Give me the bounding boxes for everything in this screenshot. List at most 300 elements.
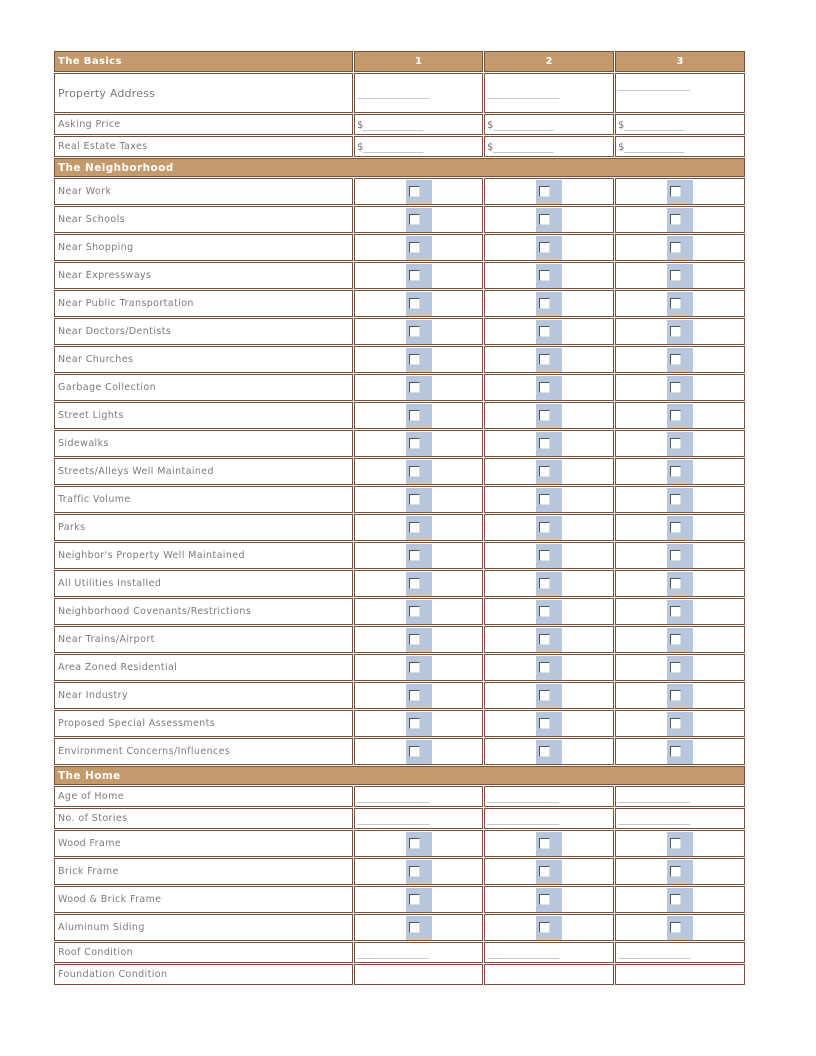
checkbox-square-icon <box>409 634 420 645</box>
checkbox-square-icon <box>409 242 420 253</box>
checkbox-2[interactable] <box>536 348 562 372</box>
checkbox-2[interactable] <box>536 432 562 456</box>
checklist-item-label: Street Lights <box>54 402 353 429</box>
checkbox-cell-1 <box>354 682 483 709</box>
checkbox-square-icon <box>670 214 681 225</box>
checklist-item-label: Proposed Special Assessments <box>54 710 353 737</box>
roof-condition-label: Roof Condition <box>54 942 353 963</box>
checkbox-square-icon <box>409 922 420 933</box>
checkbox-cell-2 <box>484 346 614 373</box>
checkbox-cell-1 <box>354 402 483 429</box>
checkbox-square-icon <box>539 494 550 505</box>
checkbox-square-icon <box>539 382 550 393</box>
checkbox-cell-1 <box>354 626 483 653</box>
checkbox-cell-2 <box>484 486 614 513</box>
checklist-row <box>54 402 746 430</box>
checkbox-cell-3 <box>615 374 745 401</box>
checkbox-cell-1 <box>354 206 483 233</box>
checkbox-square-icon <box>670 410 681 421</box>
stories-field-1[interactable]: ____________ <box>354 808 483 829</box>
checkbox-3[interactable] <box>667 292 693 316</box>
checklist-row <box>54 830 746 858</box>
checkbox-2[interactable] <box>536 516 562 540</box>
checkbox-2[interactable] <box>536 888 562 912</box>
checkbox-cell-1 <box>354 374 483 401</box>
checklist-item-label: Neighborhood Covenants/Restrictions <box>54 598 353 625</box>
checkbox-3[interactable] <box>667 600 693 624</box>
checklist-item-label: Wood & Brick Frame <box>54 886 353 913</box>
column-header-2: 2 <box>484 51 614 72</box>
checkbox-3[interactable] <box>667 544 693 568</box>
checkbox-square-icon <box>539 550 550 561</box>
checkbox-square-icon <box>670 382 681 393</box>
checkbox-1[interactable] <box>406 916 432 940</box>
checkbox-square-icon <box>539 466 550 477</box>
roof-condition-field-1[interactable]: ____________ <box>354 942 483 963</box>
checkbox-square-icon <box>670 550 681 561</box>
checkbox-cell-1 <box>354 738 483 765</box>
checklist-row <box>54 178 746 206</box>
checkbox-square-icon <box>670 578 681 589</box>
checkbox-square-icon <box>670 522 681 533</box>
checklist-row <box>54 626 746 654</box>
checkbox-cell-1 <box>354 234 483 261</box>
checkbox-1[interactable] <box>406 404 432 428</box>
checklist-row <box>54 514 746 542</box>
checkbox-cell-1 <box>354 542 483 569</box>
checklist-row <box>54 598 746 626</box>
checklist-item-label: Neighbor's Property Well Maintained <box>54 542 353 569</box>
checkbox-1[interactable] <box>406 572 432 596</box>
checkbox-1[interactable] <box>406 264 432 288</box>
foundation-condition-field-3[interactable] <box>615 964 745 985</box>
checkbox-square-icon <box>670 718 681 729</box>
checkbox-square-icon <box>670 634 681 645</box>
checklist-row <box>54 374 746 402</box>
checkbox-cell-2 <box>484 178 614 205</box>
checkbox-cell-1 <box>354 318 483 345</box>
checkbox-cell-3 <box>615 570 745 597</box>
column-header-1: 1 <box>354 51 483 72</box>
age-of-home-row <box>54 786 746 808</box>
real-estate-taxes-row <box>54 136 746 158</box>
checkbox-1[interactable] <box>406 740 432 764</box>
roof-condition-field-2[interactable]: ____________ <box>484 942 614 963</box>
checkbox-1[interactable] <box>406 888 432 912</box>
checkbox-3[interactable] <box>667 860 693 884</box>
checkbox-cell-3 <box>615 830 745 857</box>
neighborhood-section-row <box>54 158 746 178</box>
checklist-item-label: Wood Frame <box>54 830 353 857</box>
checkbox-cell-2 <box>484 738 614 765</box>
checkbox-square-icon <box>409 866 420 877</box>
checkbox-3[interactable] <box>667 488 693 512</box>
checkbox-square-icon <box>409 186 420 197</box>
checklist-item-label: Garbage Collection <box>54 374 353 401</box>
checkbox-2[interactable] <box>536 712 562 736</box>
checkbox-square-icon <box>670 922 681 933</box>
checkbox-cell-1 <box>354 514 483 541</box>
foundation-condition-row <box>54 964 746 986</box>
checklist-row <box>54 486 746 514</box>
checkbox-cell-2 <box>484 262 614 289</box>
checkbox-3[interactable] <box>667 516 693 540</box>
checkbox-cell-3 <box>615 318 745 345</box>
checkbox-square-icon <box>409 354 420 365</box>
checkbox-1[interactable] <box>406 292 432 316</box>
checkbox-cell-2 <box>484 682 614 709</box>
property-address-field-3[interactable]: ____________ <box>615 73 745 113</box>
checklist-item-label: Sidewalks <box>54 430 353 457</box>
checkbox-square-icon <box>670 270 681 281</box>
checkbox-square-icon <box>539 242 550 253</box>
checkbox-square-icon <box>670 690 681 701</box>
checkbox-cell-3 <box>615 486 745 513</box>
age-of-home-label: Age of Home <box>54 786 353 807</box>
checkbox-cell-3 <box>615 290 745 317</box>
checkbox-cell-2 <box>484 542 614 569</box>
checkbox-square-icon <box>539 838 550 849</box>
checkbox-square-icon <box>670 662 681 673</box>
checkbox-3[interactable] <box>667 888 693 912</box>
checkbox-square-icon <box>409 522 420 533</box>
checklist-item-label: Near Expressways <box>54 262 353 289</box>
checkbox-cell-2 <box>484 402 614 429</box>
checkbox-square-icon <box>539 746 550 757</box>
checkbox-3[interactable] <box>667 572 693 596</box>
checkbox-1[interactable] <box>406 516 432 540</box>
checkbox-cell-2 <box>484 206 614 233</box>
checkbox-cell-1 <box>354 570 483 597</box>
checkbox-3[interactable] <box>667 712 693 736</box>
checklist-item-label: Traffic Volume <box>54 486 353 513</box>
checkbox-cell-1 <box>354 886 483 913</box>
checkbox-square-icon <box>409 606 420 617</box>
checkbox-square-icon <box>409 550 420 561</box>
checkbox-square-icon <box>539 894 550 905</box>
checkbox-cell-3 <box>615 682 745 709</box>
checkbox-square-icon <box>670 438 681 449</box>
checkbox-cell-2 <box>484 570 614 597</box>
checkbox-1[interactable] <box>406 628 432 652</box>
checkbox-square-icon <box>539 690 550 701</box>
checkbox-cell-2 <box>484 318 614 345</box>
checkbox-cell-3 <box>615 514 745 541</box>
checklist-row <box>54 262 746 290</box>
checklist-row <box>54 206 746 234</box>
checkbox-square-icon <box>409 746 420 757</box>
checkbox-2[interactable] <box>536 292 562 316</box>
checkbox-1[interactable] <box>406 432 432 456</box>
checkbox-1[interactable] <box>406 348 432 372</box>
checkbox-2[interactable] <box>536 572 562 596</box>
checkbox-square-icon <box>539 718 550 729</box>
checkbox-cell-1 <box>354 858 483 885</box>
checkbox-3[interactable] <box>667 348 693 372</box>
checkbox-cell-1 <box>354 178 483 205</box>
checkbox-square-icon <box>539 578 550 589</box>
checkbox-3[interactable] <box>667 376 693 400</box>
checkbox-cell-3 <box>615 206 745 233</box>
checkbox-cell-3 <box>615 858 745 885</box>
checklist-item-label: All Utilities Installed <box>54 570 353 597</box>
checkbox-square-icon <box>539 634 550 645</box>
home-section-title: The Home <box>54 766 745 785</box>
checkbox-square-icon <box>409 718 420 729</box>
checkbox-square-icon <box>409 382 420 393</box>
checkbox-cell-3 <box>615 914 745 941</box>
checkbox-cell-3 <box>615 458 745 485</box>
checkbox-square-icon <box>539 270 550 281</box>
property-address-row <box>54 73 746 114</box>
checklist-row <box>54 914 746 942</box>
checkbox-cell-3 <box>615 402 745 429</box>
checkbox-cell-1 <box>354 262 483 289</box>
checkbox-cell-3 <box>615 654 745 681</box>
checkbox-square-icon <box>539 866 550 877</box>
checklist-row <box>54 570 746 598</box>
checklist-row <box>54 682 746 710</box>
checkbox-cell-3 <box>615 886 745 913</box>
checkbox-1[interactable] <box>406 460 432 484</box>
checkbox-square-icon <box>670 838 681 849</box>
checklist-row <box>54 458 746 486</box>
checklist-item-label: Parks <box>54 514 353 541</box>
checkbox-square-icon <box>670 494 681 505</box>
checkbox-2[interactable] <box>536 860 562 884</box>
checkbox-3[interactable] <box>667 264 693 288</box>
checkbox-square-icon <box>670 186 681 197</box>
checkbox-square-icon <box>670 326 681 337</box>
property-address-field-1[interactable]: ____________ <box>354 73 483 113</box>
checkbox-cell-2 <box>484 458 614 485</box>
checkbox-cell-2 <box>484 654 614 681</box>
foundation-condition-label: Foundation Condition <box>54 964 353 985</box>
checkbox-cell-1 <box>354 290 483 317</box>
checklist-item-label: Near Work <box>54 178 353 205</box>
checklist-row <box>54 542 746 570</box>
foundation-condition-field-2[interactable] <box>484 964 614 985</box>
checklist-item-label: Aluminum Siding <box>54 914 353 941</box>
checkbox-3[interactable] <box>667 656 693 680</box>
checkbox-1[interactable] <box>406 832 432 856</box>
asking-price-field-2[interactable]: $__________ <box>484 114 614 135</box>
checkbox-3[interactable] <box>667 404 693 428</box>
checkbox-square-icon <box>670 894 681 905</box>
checkbox-2[interactable] <box>536 600 562 624</box>
property-address-field-2[interactable]: ____________ <box>484 73 614 113</box>
foundation-condition-field-1[interactable] <box>354 964 483 985</box>
checklist-item-label: Near Doctors/Dentists <box>54 318 353 345</box>
checklist-item-label: Near Trains/Airport <box>54 626 353 653</box>
checkbox-3[interactable] <box>667 832 693 856</box>
real-estate-taxes-field-2[interactable]: $__________ <box>484 136 614 157</box>
checkbox-2[interactable] <box>536 460 562 484</box>
age-of-home-field-3[interactable]: ____________ <box>615 786 745 807</box>
checklist-item-label: Near Industry <box>54 682 353 709</box>
checkbox-1[interactable] <box>406 488 432 512</box>
checklist-item-label: Brick Frame <box>54 858 353 885</box>
checkbox-1[interactable] <box>406 208 432 232</box>
checkbox-3[interactable] <box>667 432 693 456</box>
checkbox-cell-3 <box>615 710 745 737</box>
checkbox-1[interactable] <box>406 712 432 736</box>
checkbox-cell-1 <box>354 458 483 485</box>
checklist-row <box>54 858 746 886</box>
checkbox-1[interactable] <box>406 860 432 884</box>
checkbox-square-icon <box>539 298 550 309</box>
checkbox-cell-2 <box>484 858 614 885</box>
checkbox-square-icon <box>539 606 550 617</box>
real-estate-taxes-field-1[interactable]: $__________ <box>354 136 483 157</box>
stories-row <box>54 808 746 830</box>
checkbox-1[interactable] <box>406 236 432 260</box>
basics-section-title: The Basics <box>54 51 353 72</box>
home-comparison-checklist <box>54 51 746 986</box>
checkbox-2[interactable] <box>536 236 562 260</box>
checklist-item-label: Streets/Alleys Well Maintained <box>54 458 353 485</box>
checkbox-1[interactable] <box>406 180 432 204</box>
checkbox-cell-1 <box>354 430 483 457</box>
checkbox-square-icon <box>409 690 420 701</box>
checkbox-1[interactable] <box>406 544 432 568</box>
checkbox-2[interactable] <box>536 832 562 856</box>
checkbox-2[interactable] <box>536 180 562 204</box>
checkbox-3[interactable] <box>667 320 693 344</box>
checkbox-3[interactable] <box>667 628 693 652</box>
checkbox-square-icon <box>409 270 420 281</box>
checkbox-cell-3 <box>615 430 745 457</box>
checklist-row <box>54 346 746 374</box>
age-of-home-field-2[interactable]: ____________ <box>484 786 614 807</box>
checklist-row <box>54 290 746 318</box>
asking-price-label: Asking Price <box>54 114 353 135</box>
checkbox-2[interactable] <box>536 916 562 940</box>
checklist-item-label: Near Public Transportation <box>54 290 353 317</box>
checkbox-square-icon <box>409 838 420 849</box>
roof-condition-field-3[interactable]: ____________ <box>615 942 745 963</box>
checkbox-2[interactable] <box>536 320 562 344</box>
checkbox-cell-3 <box>615 346 745 373</box>
home-section-row <box>54 766 746 786</box>
stories-field-2[interactable]: ____________ <box>484 808 614 829</box>
checkbox-2[interactable] <box>536 740 562 764</box>
checkbox-cell-1 <box>354 346 483 373</box>
checklist-item-label: Environment Concerns/Influences <box>54 738 353 765</box>
checkbox-square-icon <box>539 438 550 449</box>
checkbox-square-icon <box>539 354 550 365</box>
checkbox-1[interactable] <box>406 320 432 344</box>
checkbox-2[interactable] <box>536 628 562 652</box>
checkbox-3[interactable] <box>667 236 693 260</box>
column-header-3: 3 <box>615 51 745 72</box>
checkbox-cell-3 <box>615 262 745 289</box>
checkbox-3[interactable] <box>667 916 693 940</box>
checkbox-square-icon <box>539 410 550 421</box>
checklist-item-label: Area Zoned Residential <box>54 654 353 681</box>
checkbox-square-icon <box>670 354 681 365</box>
checkbox-2[interactable] <box>536 264 562 288</box>
checkbox-2[interactable] <box>536 376 562 400</box>
checkbox-square-icon <box>670 466 681 477</box>
checkbox-cell-3 <box>615 738 745 765</box>
real-estate-taxes-field-3[interactable]: $__________ <box>615 136 745 157</box>
checkbox-2[interactable] <box>536 684 562 708</box>
checklist-row <box>54 710 746 738</box>
checkbox-cell-1 <box>354 654 483 681</box>
checkbox-cell-2 <box>484 514 614 541</box>
age-of-home-field-1[interactable]: ____________ <box>354 786 483 807</box>
neighborhood-items <box>54 178 746 766</box>
checkbox-2[interactable] <box>536 208 562 232</box>
real-estate-taxes-label: Real Estate Taxes <box>54 136 353 157</box>
checkbox-3[interactable] <box>667 740 693 764</box>
checkbox-3[interactable] <box>667 684 693 708</box>
checkbox-square-icon <box>539 922 550 933</box>
checkbox-cell-1 <box>354 830 483 857</box>
checkbox-square-icon <box>409 326 420 337</box>
checkbox-cell-3 <box>615 542 745 569</box>
checkbox-square-icon <box>409 438 420 449</box>
checkbox-cell-3 <box>615 234 745 261</box>
checkbox-1[interactable] <box>406 656 432 680</box>
checkbox-square-icon <box>670 242 681 253</box>
checklist-item-label: Near Churches <box>54 346 353 373</box>
checkbox-square-icon <box>539 662 550 673</box>
checkbox-square-icon <box>409 298 420 309</box>
checkbox-1[interactable] <box>406 376 432 400</box>
checkbox-3[interactable] <box>667 208 693 232</box>
checkbox-2[interactable] <box>536 488 562 512</box>
checkbox-square-icon <box>409 894 420 905</box>
checkbox-cell-3 <box>615 626 745 653</box>
checkbox-2[interactable] <box>536 656 562 680</box>
checkbox-1[interactable] <box>406 600 432 624</box>
checkbox-2[interactable] <box>536 544 562 568</box>
checkbox-1[interactable] <box>406 684 432 708</box>
checkbox-cell-2 <box>484 886 614 913</box>
checkbox-square-icon <box>539 214 550 225</box>
checklist-row <box>54 654 746 682</box>
checkbox-3[interactable] <box>667 460 693 484</box>
checklist-row <box>54 738 746 766</box>
stories-field-3[interactable]: ____________ <box>615 808 745 829</box>
checklist-row <box>54 234 746 262</box>
checkbox-cell-2 <box>484 830 614 857</box>
asking-price-field-1[interactable]: $__________ <box>354 114 483 135</box>
checkbox-2[interactable] <box>536 404 562 428</box>
checkbox-cell-2 <box>484 710 614 737</box>
checkbox-square-icon <box>539 326 550 337</box>
checkbox-square-icon <box>409 466 420 477</box>
neighborhood-section-title: The Neighborhood <box>54 158 745 177</box>
checkbox-cell-3 <box>615 178 745 205</box>
checkbox-square-icon <box>670 298 681 309</box>
checklist-row <box>54 430 746 458</box>
checkbox-cell-1 <box>354 598 483 625</box>
checkbox-cell-1 <box>354 486 483 513</box>
asking-price-row <box>54 114 746 136</box>
asking-price-field-3[interactable]: $__________ <box>615 114 745 135</box>
checkbox-3[interactable] <box>667 180 693 204</box>
checkbox-cell-1 <box>354 710 483 737</box>
checkbox-square-icon <box>670 606 681 617</box>
checkbox-cell-1 <box>354 914 483 941</box>
checkbox-cell-2 <box>484 290 614 317</box>
home-construction-items <box>54 830 746 942</box>
checkbox-square-icon <box>670 746 681 757</box>
checkbox-square-icon <box>539 522 550 533</box>
